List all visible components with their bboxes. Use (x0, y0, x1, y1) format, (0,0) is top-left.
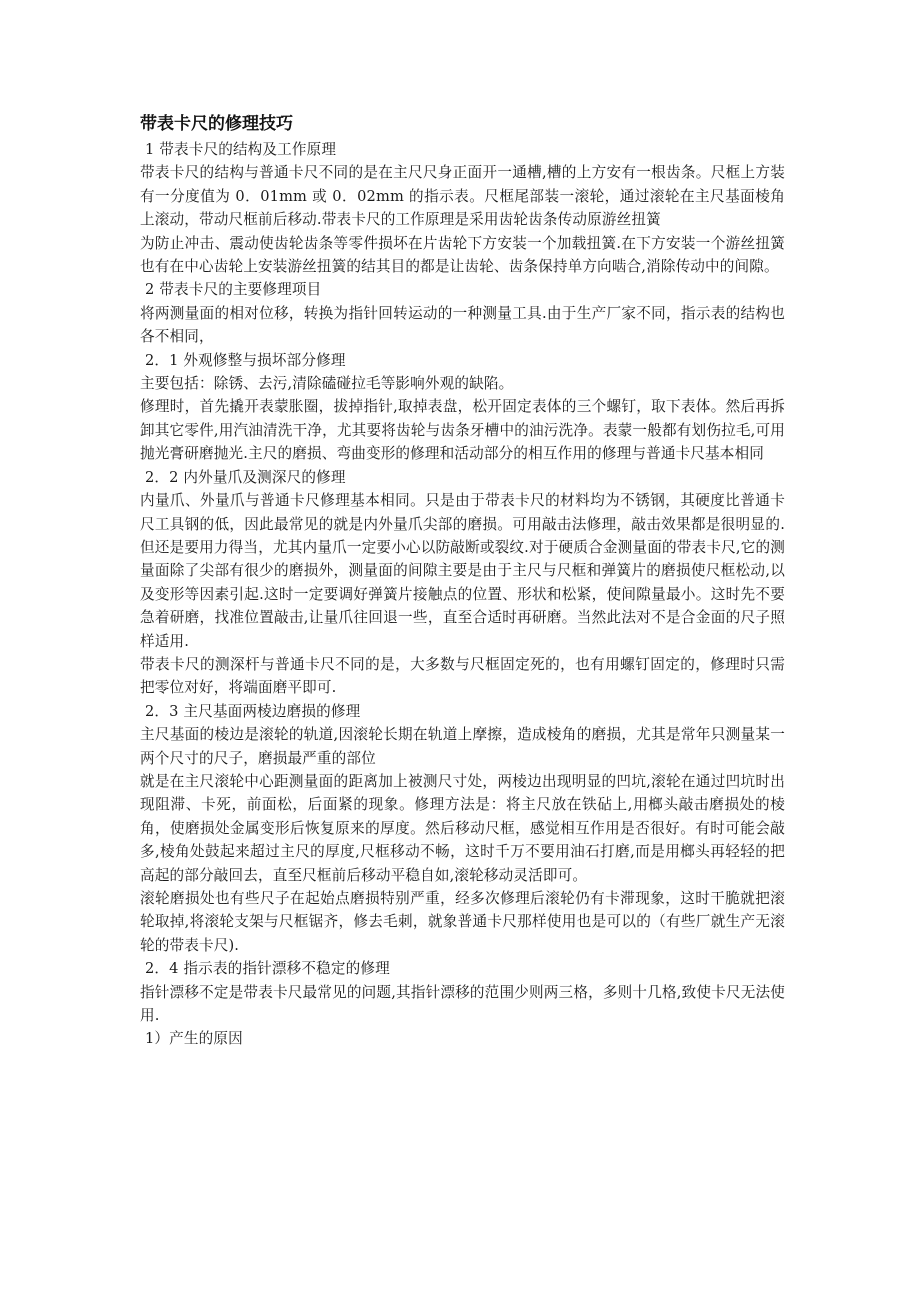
paragraph: 主要包括：除锈、去污,清除磕碰拉毛等影响外观的缺陷。 (140, 375, 514, 393)
paragraph: 滚轮磨损处也有些尺子在起始点磨损特别严重，经多次修理后滚轮仍有卡滞现象，这时干脆就把滚轮取掉,将滚轮支架与尺框锯齐，修去毛刺，就象普通卡尺那样使用也是可以的（有些厂就生产无滚轮的带表卡尺). (140, 890, 785, 954)
section-heading: 2．2 内外量爪及测深尺的修理 (145, 468, 346, 486)
paragraph: 为防止冲击、震动使齿轮齿条等零件损坏在片齿轮下方安装一个加载扭簧.在下方安装一个游丝扭簧也有在中心齿轮上安装游丝扭簧的结其目的都是让齿轮、齿条保持单方向啮合,消除传动中的间隙。 (140, 234, 785, 276)
section-heading: 1）产生的原因 (145, 1030, 243, 1048)
paragraph: 内量爪、外量爪与普通卡尺修理基本相同。只是由于带表卡尺的材料均为不锈钢，其硬度比普通卡尺工具钢的低，因此最常见的就是内外量爪尖部的磨损。可用敲击法修理，敲击效果都是很明显的.但还是要用力得当，尤其内量爪一定要小心以防敲断或裂纹.对于硬质合金测量面的带表卡尺,它的测量面除了尖部有很少的磨损外，测量面的间隙主要是由于主尺与尺框和弹簧片的磨损使尺框松动,以及变形等因素引起.这时一定要调好弹簧片接触点的位置、形状和松紧，使间隙量最小。这时先不要急着研磨，找准位置敲击,让量爪往回退一些，直至合适时再研磨。当然此法对不是合金面的尺子照样适用. (140, 492, 785, 650)
paragraph: 带表卡尺的测深杆与普通卡尺不同的是，大多数与尺框固定死的，也有用螺钉固定的，修理时只需把零位对好，将端面磨平即可. (140, 655, 785, 697)
document-page (140, 110, 785, 1051)
paragraph: 主尺基面的棱边是滚轮的轨道,因滚轮长期在轨道上摩擦，造成棱角的磨损，尤其是常年只测量某一两个尺寸的尺子，磨损最严重的部位 (140, 726, 785, 767)
paragraph: 修理时，首先撬开表蒙胀圈，拔掉指针,取掉表盘，松开固定表体的三个螺钉，取下表体。然后再拆卸其它零件,用汽油清洗干净，尤其要将齿轮与齿条牙槽中的油污洗净。表蒙一般都有划伤拉毛,可用抛光膏研磨抛光.主尺的磨损、弯曲变形的修理和活动部分的相互作用的修理与普通卡尺基本相同 (140, 398, 785, 463)
section-heading: 2．3 主尺基面两棱边磨损的修理 (145, 702, 361, 720)
paragraph: 就是在主尺滚轮中心距测量面的距离加上被测尺寸处，两棱边出现明显的凹坑,滚轮在通过凹坑时出现阻滞、卡死，前面松，后面紧的现象。修理方法是：将主尺放在铁砧上,用榔头敲击磨损处的棱角，使磨损处金属变形后恢复原来的厚度。然后移动尺框，感觉相互作用是否很好。有时可能会敲多,棱角处鼓起来超过主尺的厚度,尺框移动不畅，这时千万不要用油石打磨,而是用榔头再轻轻的把高起的部分敲回去，直至尺框前后移动平稳自如,滚轮移动灵活即可。 (140, 772, 785, 884)
paragraph: 带表卡尺的结构与普通卡尺不同的是在主尺尺身正面开一通槽,槽的上方安有一根齿条。尺框上方装有一分度值为 0．01mm 或 0．02mm 的指示表。尺框尾部装一滚轮，通过滚轮在主尺基面棱角上滚动，带动尺框前后移动.带表卡尺的工作原理是采用齿轮齿条传动原游丝扭簧 (140, 164, 785, 229)
section-heading: 2．4 指示表的指针漂移不稳定的修理 (145, 960, 390, 978)
document-title: 带表卡尺的修理技巧 (140, 114, 293, 134)
paragraph: 将两测量面的相对位移，转换为指针回转运动的一种测量工具.由于生产厂家不同，指示表的结构也各不相同， (140, 304, 785, 346)
paragraph: 指针漂移不定是带表卡尺最常见的问题,其指针漂移的范围少则两三格，多则十几格,致使卡尺无法使用. (140, 983, 785, 1025)
section-heading: 2 带表卡尺的主要修理项目 (145, 281, 322, 299)
section-heading: 2．1 外观修整与损坏部分修理 (145, 351, 346, 369)
section-heading: 1 带表卡尺的结构及工作原理 (145, 141, 337, 158)
